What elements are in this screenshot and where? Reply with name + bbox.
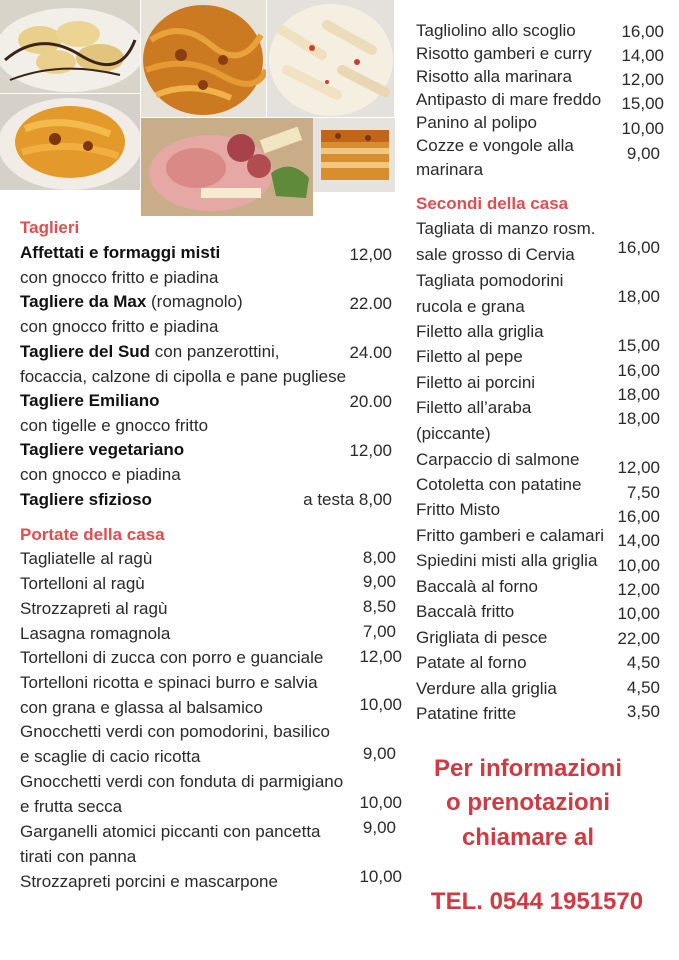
secondo-item-price: 16,00 (617, 507, 660, 526)
portata-item-price: 8,00 (362, 548, 396, 567)
portata-item-name-cont: e scaglie di cacio ricotta (20, 747, 201, 766)
mare-item-price: 10,00 (621, 119, 664, 138)
mare-item-price: 12,00 (621, 70, 664, 89)
portata-item-price: 9,00 (362, 572, 396, 591)
portata-item-name: Gnocchetti verdi con fonduta di parmigiano (20, 772, 344, 791)
secondo-item-name: Tagliata pomodorini (416, 271, 564, 290)
pasta-ragu-photo (141, 0, 266, 117)
secondo-item-name: Grigliata di pesce (416, 628, 548, 647)
secondi-heading: Secondi della casa (416, 194, 569, 213)
secondo-item-name: Baccalà fritto (416, 602, 515, 621)
secondo-item-name: Patate al forno (416, 653, 527, 672)
secondo-item-name: Fritto gamberi e calamari (416, 526, 605, 545)
tagliere-max-price: 22.00 (349, 294, 392, 313)
mare-item-name: Tagliolino allo scoglio (416, 21, 576, 40)
secondo-item-price: 12,00 (617, 580, 660, 599)
secondo-item-name-cont: sale grosso di Cervia (416, 245, 575, 264)
tagliere-sfizioso-price: a testa 8,00 (303, 490, 392, 509)
portata-item-price: 10,00 (359, 695, 402, 714)
secondo-item-name: Filetto al pepe (416, 347, 523, 366)
portata-item-price: 10,00 (359, 793, 402, 812)
secondo-item-price: 10,00 (617, 604, 660, 623)
secondo-item-name: Baccalà al forno (416, 577, 538, 596)
portata-item-price: 12,00 (359, 647, 402, 666)
tagliere-sfizioso-name: Tagliere sfizioso (20, 490, 152, 509)
secondo-item-price: 14,00 (617, 531, 660, 550)
portata-item-price: 9,00 (362, 818, 396, 837)
tagliere-affettati-desc: con gnocco fritto e piadina (20, 268, 219, 287)
contact-line-2: o prenotazioni (446, 789, 610, 816)
portata-item-name: Gnocchetti verdi con pomodorini, basilico (20, 722, 330, 741)
tagliere-affettati-price: 12,00 (349, 245, 392, 264)
tortelloni-photo (0, 0, 140, 93)
secondo-item-price: 16,00 (617, 361, 660, 380)
secondo-item-price: 4,50 (626, 678, 660, 697)
secondo-item-price: 18,00 (617, 409, 660, 428)
secondo-item-price: 4,50 (626, 653, 660, 672)
secondo-item-price: 18,00 (617, 287, 660, 306)
tagliere-max-name: Tagliere da Max (romagnolo) (20, 292, 243, 311)
portata-item-name: Garganelli atomici piccanti con pancetta (20, 822, 321, 841)
portate-heading: Portate della casa (20, 525, 165, 544)
secondo-item-name: Cotoletta con patatine (416, 475, 582, 494)
portata-item-name-cont: con grana e glassa al balsamico (20, 698, 263, 717)
mare-item-price: 15,00 (621, 94, 664, 113)
secondo-item-name: Carpaccio di salmone (416, 450, 580, 469)
tagliere-sud-price: 24.00 (349, 343, 392, 362)
secondo-item-name: Filetto ai porcini (416, 373, 536, 392)
portata-item-name: Tortelloni al ragù (20, 574, 145, 593)
secondo-item-price: 12,00 (617, 458, 660, 477)
portata-item-price: 9,00 (362, 744, 396, 763)
tagliere-affettati-name: Affettati e formaggi misti (20, 243, 221, 262)
secondo-item-name: Filetto alla griglia (416, 322, 544, 341)
mare-item-name: Antipasto di mare freddo (416, 90, 602, 109)
tagliere-sud-name: Tagliere del Sud con panzerottini, (20, 342, 280, 361)
mare-item-name: Risotto gamberi e curry (416, 44, 592, 63)
portata-item-price: 8,50 (362, 597, 396, 616)
secondo-item-price: 16,00 (617, 238, 660, 257)
mare-item-name: Cozze e vongole alla (416, 136, 574, 155)
portata-item-name: Tortelloni ricotta e spinaci burro e salvia (20, 673, 318, 692)
contact-phone[interactable]: TEL. 0544 1951570 (430, 888, 644, 915)
portata-item-name: Lasagna romagnola (20, 624, 171, 643)
contact-line-3: chiamare al (461, 824, 595, 851)
secondo-item-name: Filetto all’araba (416, 398, 532, 417)
contact-line-1: Per informazioni (433, 755, 623, 782)
mare-item-name: Risotto alla marinara (416, 67, 572, 86)
secondo-item-price: 22,00 (617, 629, 660, 648)
secondo-item-name: Fritto Misto (416, 500, 501, 519)
mare-item-name-cont: marinara (416, 160, 484, 179)
secondo-item-name: Tagliata di manzo rosm. (416, 219, 596, 238)
portata-item-name: Strozzapreti porcini e mascarpone (20, 872, 278, 891)
mare-item-name: Panino al polipo (416, 113, 537, 132)
garganelli-photo (267, 0, 394, 117)
mare-item-price: 14,00 (621, 46, 664, 65)
portata-item-price: 7,00 (362, 622, 396, 641)
mare-item-price: 16,00 (621, 22, 664, 41)
secondo-item-name-cont: (piccante) (416, 424, 491, 443)
tagliere-emiliano-desc: con tigelle e gnocco fritto (20, 416, 209, 435)
portata-item-name-cont: tirati con panna (20, 847, 137, 866)
secondo-item-name-cont: rucola e grana (416, 297, 525, 316)
secondo-item-name: Spiedini misti alla griglia (416, 551, 598, 570)
portata-item-name: Tagliatelle al ragù (20, 549, 153, 568)
tagliere-max-desc: con gnocco fritto e piadina (20, 317, 219, 336)
secondo-item-price: 3,50 (626, 702, 660, 721)
tagliere-sud-desc: focaccia, calzone di cipolla e pane pugliese (20, 367, 347, 386)
tagliere-photo (141, 118, 313, 216)
secondo-item-name: Patatine fritte (416, 704, 517, 723)
portata-item-price: 10,00 (359, 867, 402, 886)
tagliatelle-photo (0, 94, 140, 190)
tagliere-vegetariano-price: 12,00 (349, 441, 392, 460)
portata-item-name: Tortelloni di zucca con porro e guanciale (20, 648, 324, 667)
lasagna-photo (313, 118, 395, 192)
tagliere-emiliano-name: Tagliere Emiliano (20, 391, 160, 410)
tagliere-vegetariano-name: Tagliere vegetariano (20, 440, 185, 459)
secondo-item-name: Verdure alla griglia (416, 679, 557, 698)
secondo-item-price: 10,00 (617, 556, 660, 575)
secondo-item-price: 18,00 (617, 385, 660, 404)
mare-item-price: 9,00 (626, 144, 660, 163)
tagliere-emiliano-price: 20.00 (349, 392, 392, 411)
secondo-item-price: 7,50 (626, 483, 660, 502)
portata-item-name: Strozzapreti al ragù (20, 599, 168, 618)
secondo-item-price: 15,00 (617, 336, 660, 355)
tagliere-vegetariano-desc: con gnocco e piadina (20, 465, 181, 484)
portata-item-name-cont: e frutta secca (20, 797, 123, 816)
taglieri-heading: Taglieri (20, 218, 80, 237)
